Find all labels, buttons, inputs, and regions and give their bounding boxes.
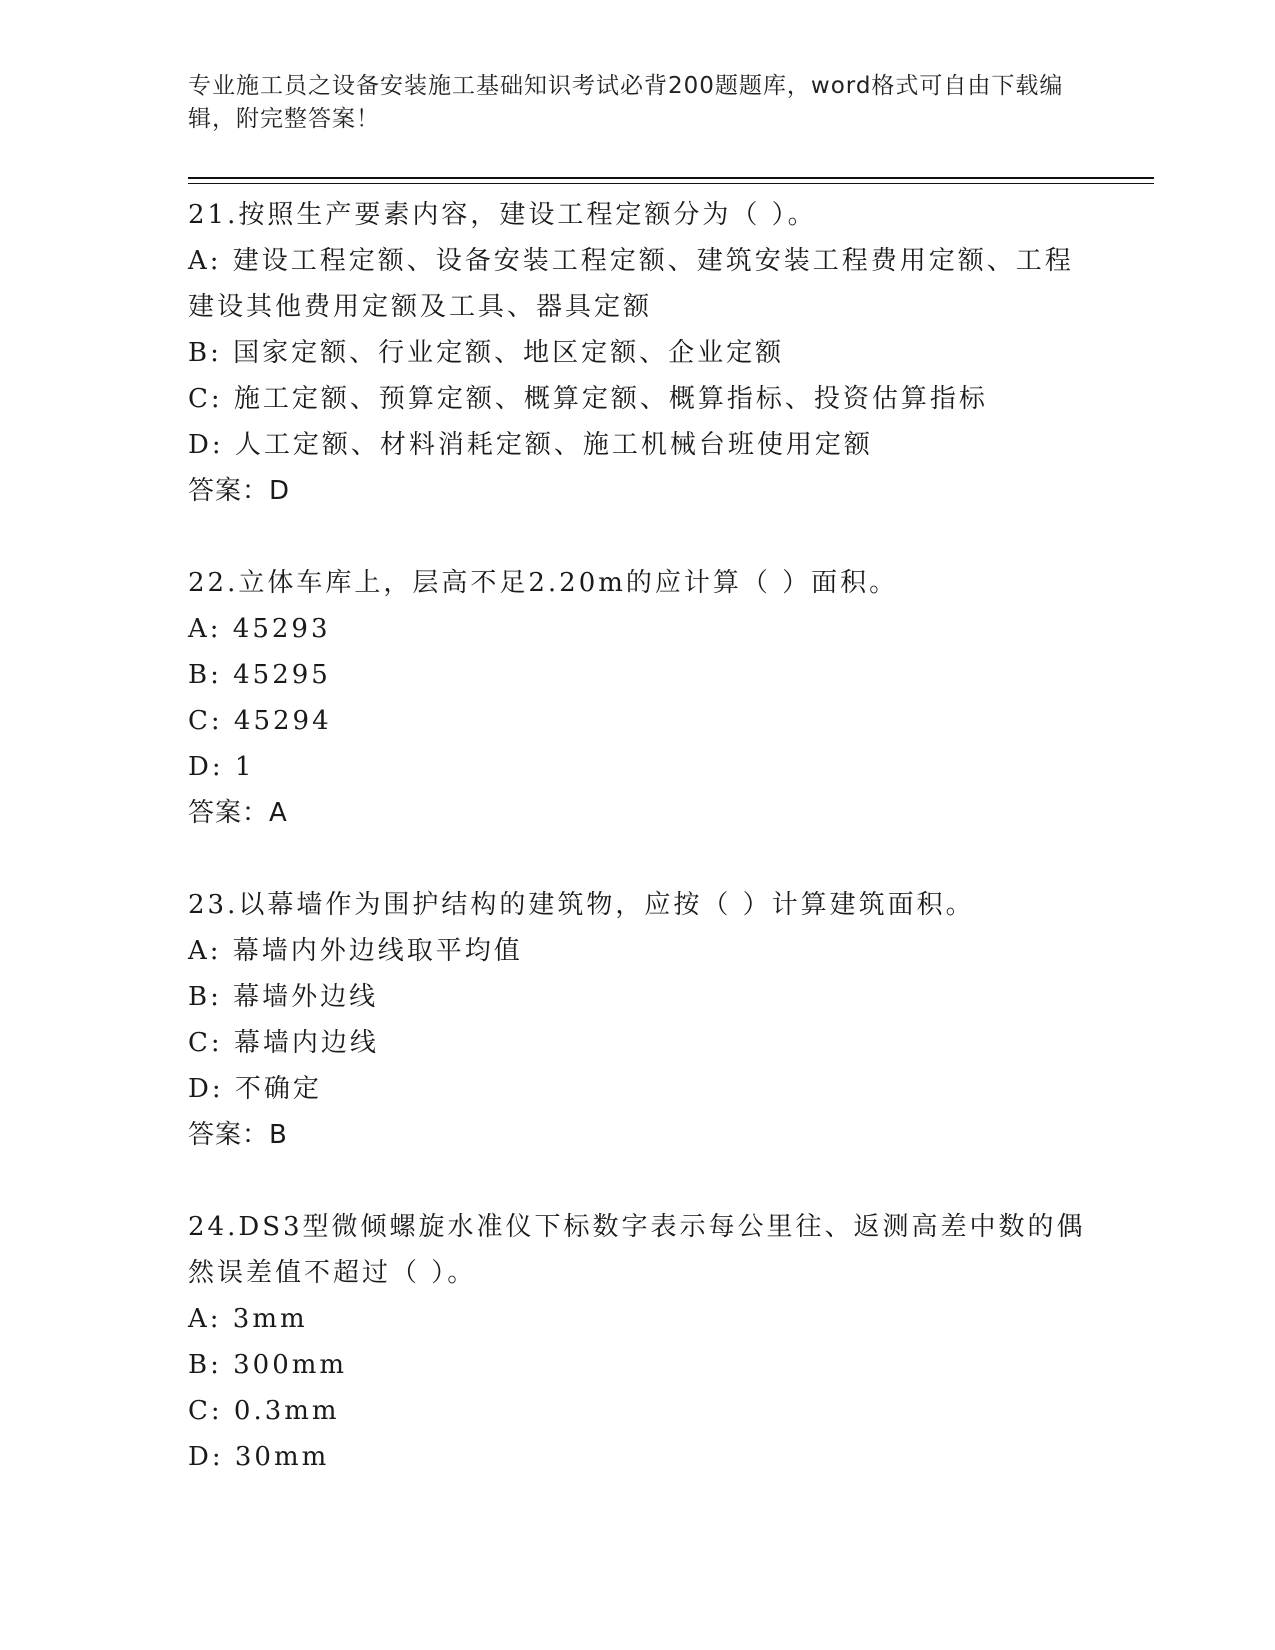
- question-stem: 24.DS3型微倾螺旋水准仪下标数字表示每公里往、返测高差中数的偶然误差值不超过（ ）。: [188, 1212, 1086, 1288]
- question-stem: 23.以幕墙作为围护结构的建筑物，应按（ ）计算建筑面积。: [188, 890, 975, 920]
- option-b: B: 幕墙外边线: [188, 982, 379, 1012]
- header-rule-thick: [188, 177, 1154, 179]
- option-d: D: 30mm: [188, 1442, 330, 1472]
- option-a: A: 3mm: [188, 1304, 308, 1334]
- answer-line: 答案：A: [188, 798, 288, 828]
- question-24: [188, 1204, 1088, 1480]
- question-spacer: [188, 1158, 1088, 1204]
- option-d: D: 1: [188, 752, 255, 782]
- option-a: A: 45293: [188, 614, 331, 644]
- option-c: C: 0.3mm: [188, 1396, 340, 1426]
- option-b: B: 45295: [188, 660, 331, 690]
- option-d: D: 人工定额、材料消耗定额、施工机械台班使用定额: [188, 430, 873, 460]
- option-b: B: 300mm: [188, 1350, 348, 1380]
- answer-line: 答案：B: [188, 1120, 288, 1150]
- option-c: C: 45294: [188, 706, 332, 736]
- option-c: C: 幕墙内边线: [188, 1028, 379, 1058]
- option-c: C: 施工定额、预算定额、概算定额、概算指标、投资估算指标: [188, 384, 988, 414]
- question-23: [188, 882, 1088, 1158]
- question-stem: 22.立体车库上，层高不足2.20m的应计算（ ）面积。: [188, 568, 899, 598]
- question-list: [188, 192, 1088, 1480]
- option-a: A: 建设工程定额、设备安装工程定额、建筑安装工程费用定额、工程建设其他费用定额及工具、器具定额: [188, 246, 1074, 322]
- header-rule-thin: [188, 183, 1154, 184]
- page-header: 专业施工员之设备安装施工基础知识考试必背200题题库，word格式可自由下载编辑，附完整答案！: [188, 73, 1064, 132]
- question-spacer: [188, 514, 1088, 560]
- option-b: B: 国家定额、行业定额、地区定额、企业定额: [188, 338, 785, 368]
- question-stem: 21.按照生产要素内容，建设工程定额分为（ ）。: [188, 200, 817, 230]
- question-spacer: [188, 836, 1088, 882]
- answer-line: 答案：D: [188, 476, 291, 506]
- option-d: D: 不确定: [188, 1074, 322, 1104]
- question-21: [188, 192, 1088, 514]
- option-a: A: 幕墙内外边线取平均值: [188, 936, 523, 966]
- question-22: [188, 560, 1088, 836]
